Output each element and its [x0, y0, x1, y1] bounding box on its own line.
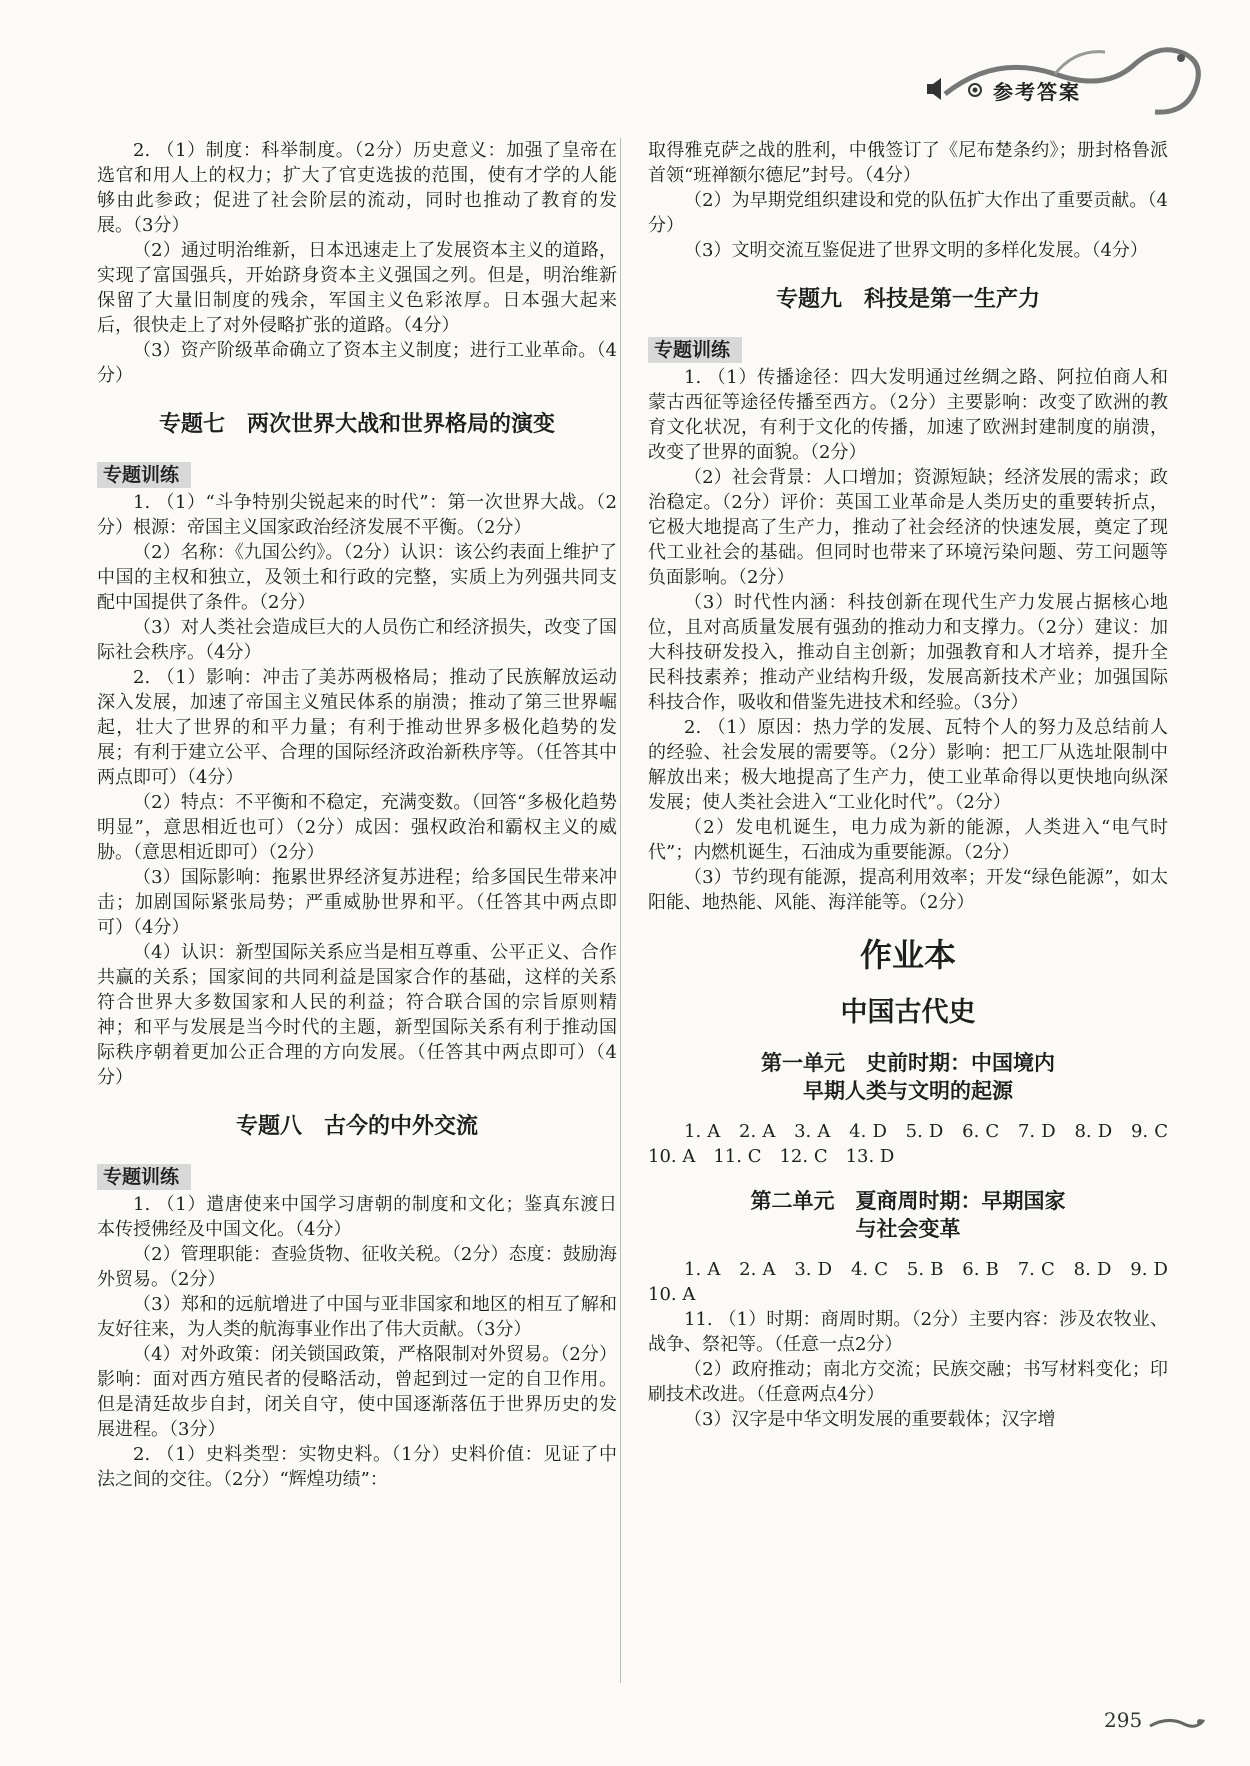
section-badge: 专题训练 [97, 1164, 191, 1190]
answer-paragraph: 2. （1）史料类型：实物史料。（1分）史料价值：见证了中法之间的交往。（2分）“辉煌功绩”： [97, 1444, 617, 1490]
unit-title [648, 1049, 1168, 1105]
answer-paragraph: （2）特点：不平衡和不稳定，充满变数。（回答“多极化趋势明显”，意思相近也可）（2分）成因：强权政治和霸权主义的威胁。（意思相近即可）（2分） [97, 792, 617, 863]
answer-paragraph: （3）时代性内涵：科技创新在现代生产力发展占据核心地位，且对高质量发展有强劲的推动力和支撑力。（2分）建议：加大科技研发投入，推动自主创新；加强教育和人才培养，提升全民科技素养；推动产业结构升级，发展高新技术产业；加强国际科技合作，吸收和借鉴先进技术和经验。（3分） [648, 592, 1168, 713]
answer-paragraph: （2）通过明治维新，日本迅速走上了发展资本主义的道路，实现了富国强兵，开始跻身资本主义强国之列。但是，明治维新保留了大量旧制度的残余，军国主义色彩浓厚。日本强大起来后，很快走上了对外侵略扩张的道路。（4分） [97, 240, 617, 336]
answer-paragraph: 1. （1）传播途径：四大发明通过丝绸之路、阿拉伯商人和蒙古西征等途径传播至西方。（2分）主要影响：改变了欧洲的教育文化状况，有利于文化的传播，加速了欧洲封建制度的崩溃，改变了世界的面貌。（2分） [648, 367, 1168, 463]
unit-title-line: 与社会变革 [855, 1217, 961, 1241]
answer-paragraph: （4）对外政策：闭关锁国政策，严格限制对外贸易。（2分）影响：面对西方殖民者的侵略活动，曾起到过一定的自卫作用。但是清廷故步自封，闭关自守，使中国逐渐落伍于世界历史的发展进程。（3分） [97, 1344, 617, 1440]
answer-paragraph: （2）社会背景：人口增加；资源短缺；经济发展的需求；政治稳定。（2分）评价：英国工业革命是人类历史的重要转折点，它极大地提高了生产力，推动了社会经济的快速发展，奠定了现代工业社会的基础。但同时也带来了环境污染问题、劳工问题等负面影响。（2分） [648, 467, 1168, 588]
section-title: 专题七 两次世界大战和世界格局的演变 [158, 412, 555, 437]
part-title: 中国古代史 [840, 997, 976, 1028]
answer-paragraph: （3）文明交流互鉴促进了世界文明的多样化发展。（4分） [684, 240, 1148, 261]
answer-paragraph: 2. （1）影响：冲击了美苏两极格局；推动了民族解放运动深入发展，加速了帝国主义殖民体系的崩溃；推动了第三世界崛起，壮大了世界的和平力量；有利于推动世界多极化趋势的发展；有利于建立公平、合理的国际经济政治新秩序等。（任答其中两点即可）（4分） [97, 667, 617, 788]
answer-paragraph: 取得雅克萨之战的胜利，中俄签订了《尼布楚条约》；册封格鲁派首领“班禅额尔德尼”封号。（4分） [648, 140, 1168, 186]
answer-paragraph: （2）管理职能：查验货物、征收关税。（2分）态度：鼓励海外贸易。（2分） [97, 1244, 617, 1290]
answer-paragraph: （3）汉字是中华文明发展的重要载体；汉字增 [684, 1409, 1056, 1430]
answer-paragraph: （4）认识：新型国际关系应当是相互尊重、公平正义、合作共赢的关系；国家间的共同利益是国家合作的基础，这样的关系符合世界大多数国家和人民的利益；符合联合国的宗旨原则精神；和平与发展是当今时代的主题，新型国际关系有利于推动国际秩序朝着更加公正合理的方向发展。（任答其中两点即可）（4分） [97, 942, 617, 1088]
workbook-title: 作业本 [859, 936, 956, 974]
answer-paragraph: 1. A 2. A 3. A 4. D 5. D 6. C 7. D 8. D 9. C 10. A 11. C 12. C 13. D [648, 1121, 1186, 1167]
answer-paragraph: 11. （1）时期：商周时期。（2分）主要内容：涉及农牧业、战争、祭祀等。（任意一点2分） [648, 1309, 1168, 1355]
column-divider [620, 138, 621, 1683]
unit-title [648, 1187, 1168, 1243]
header-label: 参考答案 [993, 80, 1081, 104]
answer-paragraph: 2. （1）原因：热力学的发展、瓦特个人的努力及总结前人的经验、社会发展的需要等。（2分）影响：把工厂从选址限制中解放出来；极大地提高了生产力，使工业革命得以更快地向纵深发展；使人类社会进入“工业化时代”。（2分） [648, 717, 1168, 813]
answer-paragraph: 2. （1）制度：科举制度。（2分）历史意义：加强了皇帝在选官和用人上的权力；扩大了官吏选拔的范围，使有才学的人能够由此参政；促进了社会阶层的流动，同时也推动了教育的发展。（3分） [97, 140, 617, 236]
answer-paragraph: （3）资产阶级革命确立了资本主义制度；进行工业革命。（4分） [97, 340, 617, 386]
unit-title-line: 早期人类与文明的起源 [803, 1079, 1013, 1103]
answer-paragraph: 1. （1）“斗争特别尖锐起来的时代”：第一次世界大战。（2分）根源：帝国主义国家政治经济发展不平衡。（2分） [97, 492, 617, 538]
speaker-icon [925, 76, 955, 102]
page-header [905, 62, 1205, 122]
section-title: 专题九 科技是第一生产力 [775, 287, 1040, 312]
answer-paragraph: （3）节约现有能源，提高利用效率；开发“绿色能源”，如太阳能、地热能、风能、海洋能等。（2分） [648, 867, 1168, 913]
answer-paragraph: （3）郑和的远航增进了中国与亚非国家和地区的相互了解和友好往来，为人类的航海事业作出了伟大贡献。（3分） [97, 1294, 617, 1340]
answer-paragraph: （2）政府推动；南北方交流；民族交融；书写材料变化；印刷技术改进。（任意两点4分） [648, 1359, 1168, 1405]
section-badge: 专题训练 [648, 337, 742, 363]
bullet-dot-icon [967, 82, 983, 98]
unit-title-line: 第一单元 史前时期：中国境内 [761, 1051, 1055, 1075]
answer-paragraph: （2）名称：《九国公约》。（2分）认识：该公约表面上维护了中国的主权和独立，及领土和行政的完整，实质上为列强共同支配中国提供了条件。（2分） [97, 542, 617, 613]
right-column [648, 138, 1186, 1432]
answer-paragraph: 1. （1）遣唐使来中国学习唐朝的制度和文化；鉴真东渡日本传授佛经及中国文化。（4分） [97, 1194, 617, 1240]
section-title: 专题八 古今的中外交流 [235, 1114, 478, 1139]
unit-title-line: 第二单元 夏商周时期：早期国家 [750, 1189, 1066, 1213]
section-badge: 专题训练 [97, 462, 191, 488]
answer-paragraph: （2）为早期党组织建设和党的队伍扩大作出了重要贡献。（4分） [648, 190, 1168, 236]
answer-paragraph: （3）国际影响：拖累世界经济复苏进程；给多国民生带来冲击；加剧国际紧张局势；严重威胁世界和平。（任答其中两点即可）（4分） [97, 867, 617, 938]
answer-paragraph: 1. A 2. A 3. D 4. C 5. B 6. B 7. C 8. D 9. D 10. A [648, 1259, 1186, 1305]
answer-paragraph: （2）发电机诞生，电力成为新的能源，人类进入“电气时代”；内燃机诞生，石油成为重要能源。（2分） [648, 817, 1168, 863]
answer-paragraph: （3）对人类社会造成巨大的人员伤亡和经济损失，改变了国际社会秩序。（4分） [97, 617, 617, 663]
page-number: 295 [1104, 1708, 1143, 1732]
swirl-ornament-icon [1148, 1712, 1208, 1736]
left-column [97, 138, 617, 1492]
